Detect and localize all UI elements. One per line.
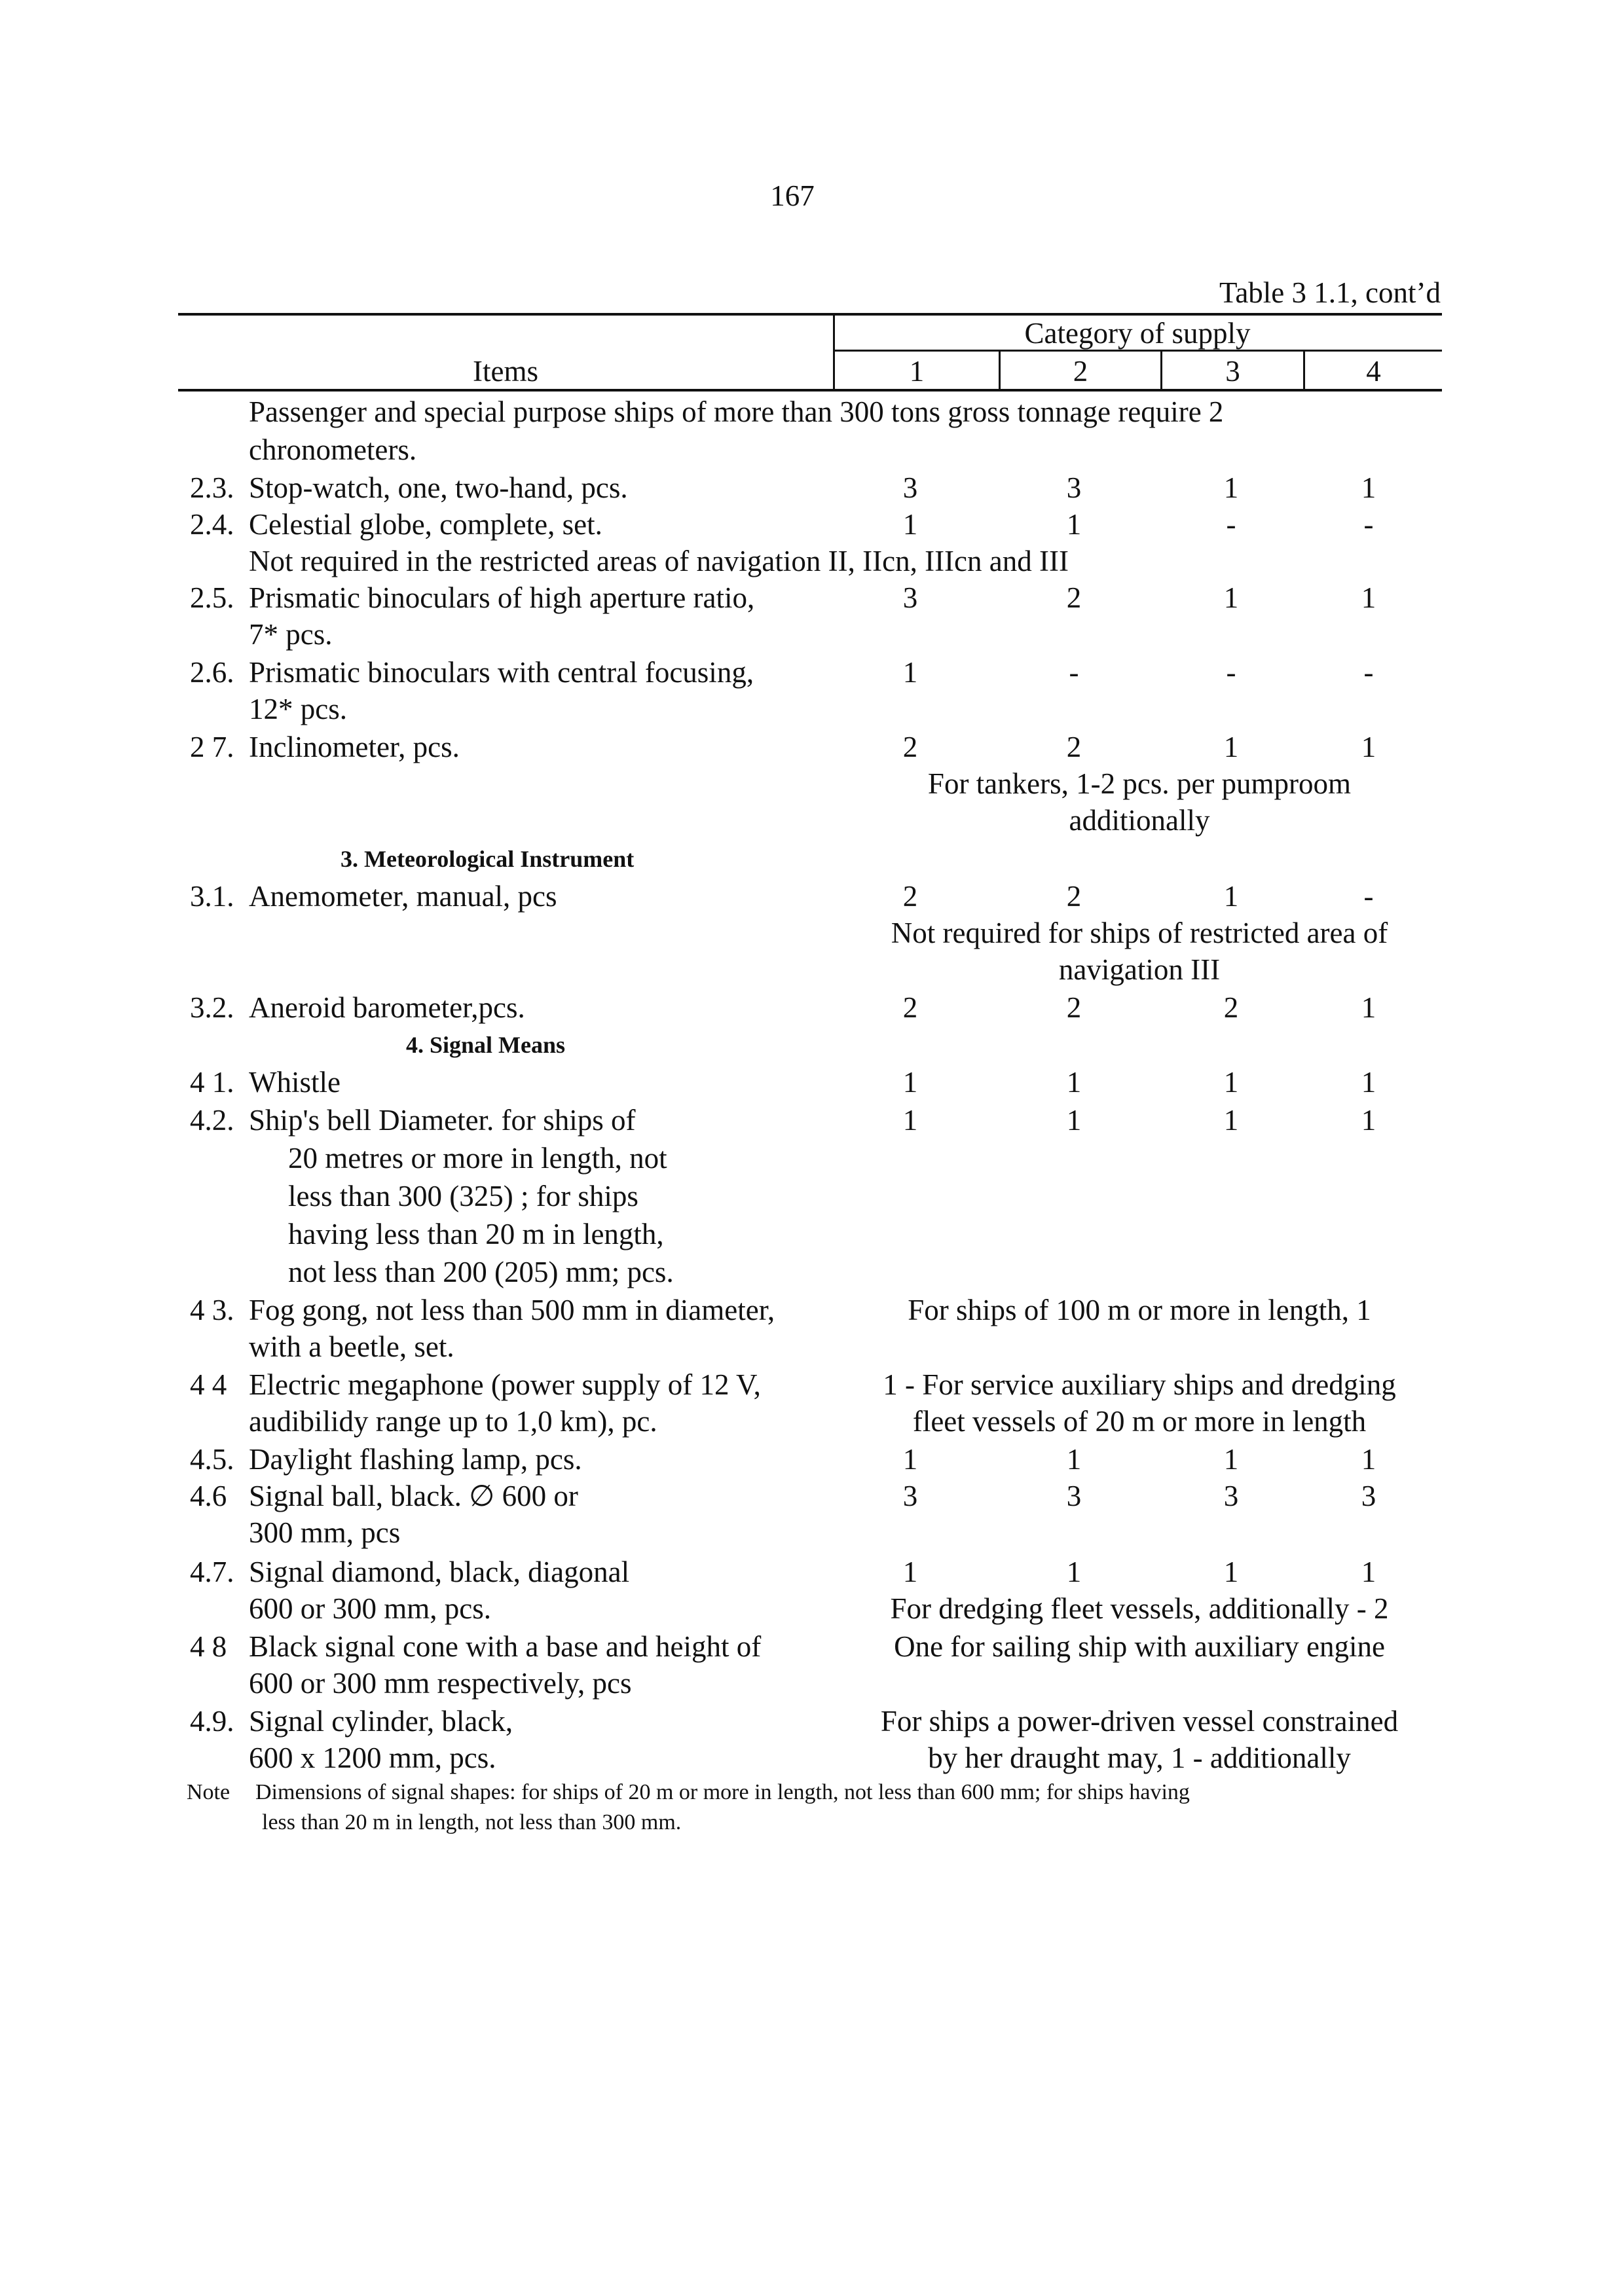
value-col-4: 1: [1361, 991, 1376, 1024]
section-heading: 4. Signal Means: [406, 1032, 566, 1058]
value-col-1: 1: [902, 1443, 918, 1476]
item-text: Electric megaphone (power supply of 12 V,: [249, 1368, 761, 1401]
col-header-2: 2: [1073, 355, 1088, 388]
intro-line: chronometers.: [249, 433, 417, 466]
item-number: 2.5.: [190, 581, 234, 614]
value-col-1: 1: [902, 1556, 918, 1588]
item-number: 4 4: [190, 1368, 227, 1401]
value-col-4: -: [1363, 656, 1374, 689]
row-note: fleet vessels of 20 m or more in length: [912, 1405, 1367, 1438]
item-text-cont: 20 metres or more in length, not: [288, 1142, 667, 1175]
item-number: 4.2.: [190, 1104, 234, 1137]
value-col-1: 2: [902, 991, 918, 1024]
item-text: Daylight flashing lamp, pcs.: [249, 1443, 582, 1476]
item-text-cont: 7* pcs.: [249, 618, 333, 651]
col-header-1: 1: [909, 355, 925, 388]
row-note: navigation III: [1058, 953, 1221, 986]
value-col-3: 1: [1223, 731, 1239, 763]
item-text: Stop-watch, one, two-hand, pcs.: [249, 471, 628, 504]
item-text: Aneroid barometer,pcs.: [249, 991, 525, 1024]
item-text: Ship's bell Diameter. for ships of: [249, 1104, 636, 1137]
value-col-1: 1: [902, 656, 918, 689]
value-col-4: -: [1363, 880, 1374, 913]
item-number: 3.1.: [190, 880, 234, 913]
value-col-2: 1: [1066, 508, 1082, 541]
item-text: Signal ball, black. ∅ 600 or: [249, 1480, 578, 1512]
value-col-2: 2: [1066, 731, 1082, 763]
value-col-3: 3: [1223, 1480, 1239, 1512]
row-note: For ships a power-driven vessel constrained: [880, 1705, 1399, 1738]
row-note: For dredging fleet vessels, additionally - 2: [890, 1592, 1389, 1625]
item-text: Prismatic binoculars with central focusing,: [249, 656, 754, 689]
value-col-1: 2: [902, 880, 918, 913]
item-text: Signal cylinder, black,: [249, 1705, 513, 1738]
items-header: Items: [473, 355, 538, 388]
row-note: Not required for ships of restricted area of: [891, 917, 1388, 949]
header-bottom-rule: [178, 389, 1442, 392]
row-note: For tankers, 1-2 pcs. per pumproom: [927, 767, 1352, 800]
row-note: additionally: [1069, 804, 1210, 837]
col-header-4: 4: [1366, 355, 1381, 388]
value-col-1: 1: [902, 1066, 918, 1099]
value-col-4: 1: [1361, 1556, 1376, 1588]
row-note: Not required in the restricted areas of navigation II, IIcn, IIIcn and III: [249, 545, 1069, 577]
category-header: Category of supply: [1024, 317, 1251, 350]
section-heading: 3. Meteorological Instrument: [341, 846, 635, 872]
item-number: 2.4.: [190, 508, 234, 541]
item-text: Black signal cone with a base and height of: [249, 1630, 762, 1663]
value-col-3: 1: [1223, 1066, 1239, 1099]
footnote-label: Note: [187, 1780, 231, 1804]
value-col-2: 1: [1066, 1556, 1082, 1588]
value-col-3: -: [1226, 656, 1236, 689]
page-number: 167: [770, 179, 815, 212]
value-col-2: 1: [1066, 1104, 1082, 1137]
value-col-3: 1: [1223, 471, 1239, 504]
value-col-1: 3: [902, 1480, 918, 1512]
item-number: 4.7.: [190, 1556, 234, 1588]
value-col-3: -: [1226, 508, 1236, 541]
value-col-4: 1: [1361, 1066, 1376, 1099]
item-number: 2.3.: [190, 471, 234, 504]
item-number: 4.6: [190, 1480, 227, 1512]
item-number: 4 8: [190, 1630, 227, 1663]
item-text-cont: having less than 20 m in length,: [288, 1218, 664, 1250]
item-number: 4 3.: [190, 1294, 234, 1326]
item-text-cont: with a beetle, set.: [249, 1330, 454, 1363]
item-text: Signal diamond, black, diagonal: [249, 1556, 630, 1588]
item-text: Celestial globe, complete, set.: [249, 508, 602, 541]
value-col-3: 1: [1223, 1443, 1239, 1476]
value-col-3: 1: [1223, 581, 1239, 614]
item-text-cont: audibilidy range up to 1,0 km), pc.: [249, 1405, 657, 1438]
value-col-2: 2: [1066, 880, 1082, 913]
item-number: 4 1.: [190, 1066, 234, 1099]
value-col-2: -: [1069, 656, 1079, 689]
item-text: Fog gong, not less than 500 mm in diameter,: [249, 1294, 775, 1326]
item-number: 3.2.: [190, 991, 234, 1024]
value-col-2: 1: [1066, 1443, 1082, 1476]
value-col-1: 2: [902, 731, 918, 763]
value-col-3: 1: [1223, 880, 1239, 913]
value-col-1: 1: [902, 508, 918, 541]
item-text-cont: 600 x 1200 mm, pcs.: [249, 1741, 496, 1774]
row-note: For ships of 100 m or more in length, 1: [908, 1294, 1371, 1326]
value-col-1: 1: [902, 1104, 918, 1137]
value-col-2: 2: [1066, 581, 1082, 614]
value-col-4: 1: [1361, 581, 1376, 614]
value-col-3: 2: [1223, 991, 1239, 1024]
table-caption: Table 3 1.1, cont’d: [1219, 276, 1441, 309]
value-col-2: 3: [1066, 471, 1082, 504]
item-text: Prismatic binoculars of high aperture ratio,: [249, 581, 755, 614]
item-text: Inclinometer, pcs.: [249, 731, 460, 763]
row-note: 1 - For service auxiliary ships and dredging: [883, 1368, 1396, 1401]
item-text-cont: 300 mm, pcs: [249, 1516, 401, 1549]
item-number: 2 7.: [190, 731, 234, 763]
item-text-cont: not less than 200 (205) mm; pcs.: [288, 1256, 674, 1288]
value-col-4: 1: [1361, 1443, 1376, 1476]
footnote-text: less than 20 m in length, not less than 300 mm.: [262, 1810, 682, 1834]
value-col-3: 1: [1223, 1104, 1239, 1137]
item-number: 4.9.: [190, 1705, 234, 1738]
item-text-cont: 12* pcs.: [249, 693, 347, 725]
item-number: 4.5.: [190, 1443, 234, 1476]
item-text-cont: 600 or 300 mm respectively, pcs: [249, 1667, 632, 1700]
value-col-4: 1: [1361, 1104, 1376, 1137]
footnote-text: Dimensions of signal shapes: for ships of 20 m or more in length, not less than 600 mm; for ships having: [255, 1780, 1190, 1804]
value-col-2: 1: [1066, 1066, 1082, 1099]
item-text: Anemometer, manual, pcs: [249, 880, 557, 913]
value-col-2: 3: [1066, 1480, 1082, 1512]
col-header-3: 3: [1225, 355, 1240, 388]
value-col-4: 1: [1361, 731, 1376, 763]
item-number: 2.6.: [190, 656, 234, 689]
value-col-1: 3: [902, 471, 918, 504]
value-col-1: 3: [902, 581, 918, 614]
value-col-2: 2: [1066, 991, 1082, 1024]
row-note: by her draught may, 1 - additionally: [928, 1741, 1351, 1774]
row-note: One for sailing ship with auxiliary engine: [894, 1630, 1385, 1663]
value-col-4: -: [1363, 508, 1374, 541]
value-col-4: 1: [1361, 471, 1376, 504]
item-text-cont: less than 300 (325) ; for ships: [288, 1180, 638, 1212]
intro-line: Passenger and special purpose ships of more than 300 tons gross tonnage require 2: [249, 395, 1224, 428]
value-col-4: 3: [1361, 1480, 1376, 1512]
value-col-3: 1: [1223, 1556, 1239, 1588]
item-text-cont: 600 or 300 mm, pcs.: [249, 1592, 491, 1625]
item-text: Whistle: [249, 1066, 341, 1099]
